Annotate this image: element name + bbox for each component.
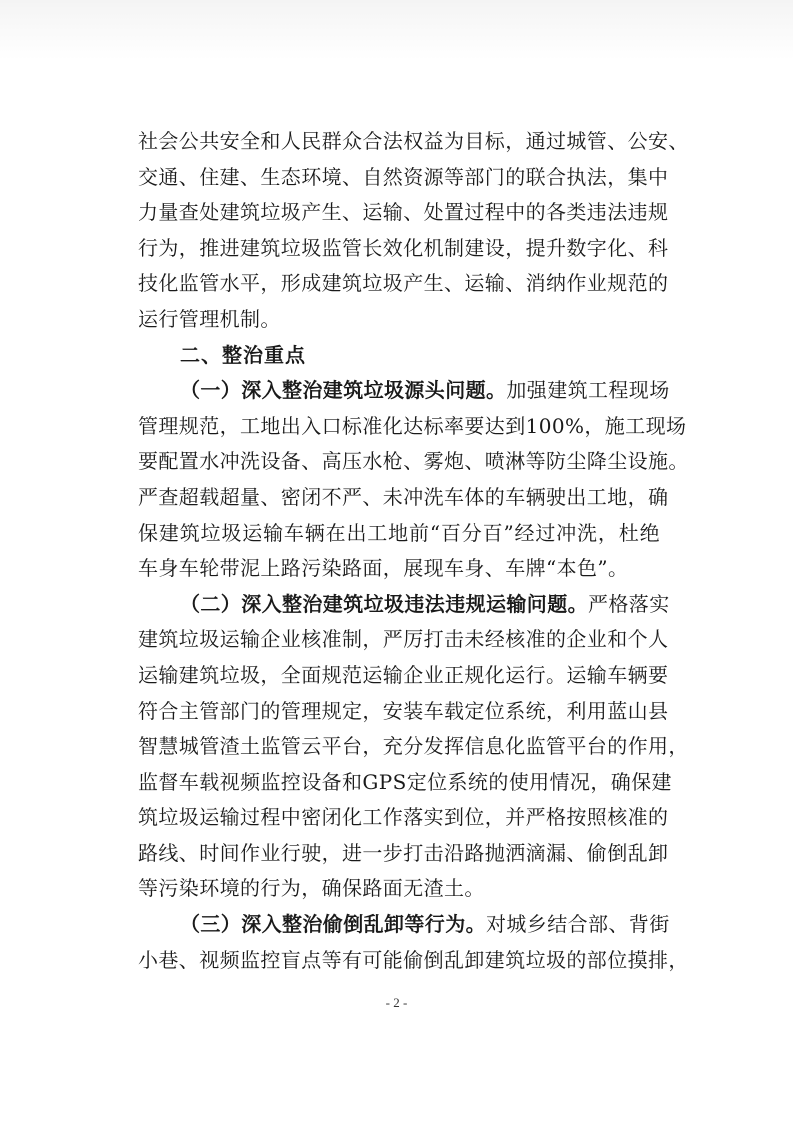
text-line: 建筑垃圾运输企业核准制，严厉打击未经核准的企业和个人	[138, 627, 669, 652]
item-title: （三）深入整治偷倒乱卸等行为。	[180, 912, 486, 937]
text-line: 保建筑垃圾运输车辆在出工地前“百分百”经过冲洗，杜绝	[138, 520, 660, 545]
text-line: 小巷、视频监控盲点等有可能偷倒乱卸建筑垃圾的部位摸排，	[138, 947, 689, 972]
paragraph-intro	[138, 124, 689, 338]
item-title-line	[138, 587, 670, 623]
text-line: 要配置水冲洗设备、高压水枪、雾炮、喷淋等防尘降尘设施。	[138, 449, 689, 474]
item-text: 加强建筑工程现场	[506, 378, 670, 403]
page-number: - 2 -	[385, 995, 408, 1010]
text-line: 管理规范，工地出入口标准化达标率要达到100%，施工现场	[138, 413, 687, 438]
item-2	[138, 587, 689, 907]
item-3	[138, 907, 689, 978]
scan-shadow	[0, 0, 793, 60]
text-line: 筑垃圾运输过程中密闭化工作落实到位，并严格按照核准的	[138, 805, 669, 830]
text-line: 车身车轮带泥上路污染路面，展现车身、车牌“本色”。	[138, 556, 629, 581]
text-line: 智慧城管渣土监管云平台，充分发挥信息化监管平台的作用，	[138, 734, 689, 759]
text-line: 交通、住建、生态环境、自然资源等部门的联合执法，集中	[138, 164, 669, 189]
text-line: 社会公共安全和人民群众合法权益为目标，通过城管、公安、	[138, 129, 689, 153]
item-title-line	[138, 373, 670, 409]
text-line: 等污染环境的行为，确保路面无渣土。	[138, 876, 485, 901]
item-text: 严格落实	[588, 591, 670, 616]
text-line: 路线、时间作业行驶，进一步打击沿路抛洒滴漏、偷倒乱卸	[138, 840, 669, 865]
text-line: 技化监管水平，形成建筑垃圾产生、运输、消纳作业规范的	[138, 271, 669, 296]
text-line: 运输建筑垃圾，全面规范运输企业正规化运行。运输车辆要	[138, 662, 669, 687]
item-title: （二）深入整治建筑垃圾违法违规运输问题。	[180, 591, 588, 616]
item-1	[138, 373, 689, 587]
item-title: （一）深入整治建筑垃圾源头问题。	[180, 378, 507, 403]
document-body	[138, 124, 689, 978]
item-title-line	[138, 907, 670, 943]
section-heading: 二、整治重点	[180, 342, 306, 367]
text-line: 严查超载超量、密闭不严、未冲洗车体的车辆驶出工地，确	[138, 484, 669, 509]
text-line: 运行管理机制。	[138, 306, 281, 331]
text-line: 行为，推进建筑垃圾监管长效化机制建设，提升数字化、科	[138, 235, 669, 260]
text-line: 力量查处建筑垃圾产生、运输、处置过程中的各类违法违规	[138, 200, 669, 225]
item-text: 对城乡结合部、背街	[486, 912, 670, 937]
text-line: 符合主管部门的管理规定，安装车载定位系统，利用蓝山县	[138, 698, 669, 723]
text-line: 监督车载视频监控设备和GPS定位系统的使用情况，确保建	[138, 769, 672, 794]
